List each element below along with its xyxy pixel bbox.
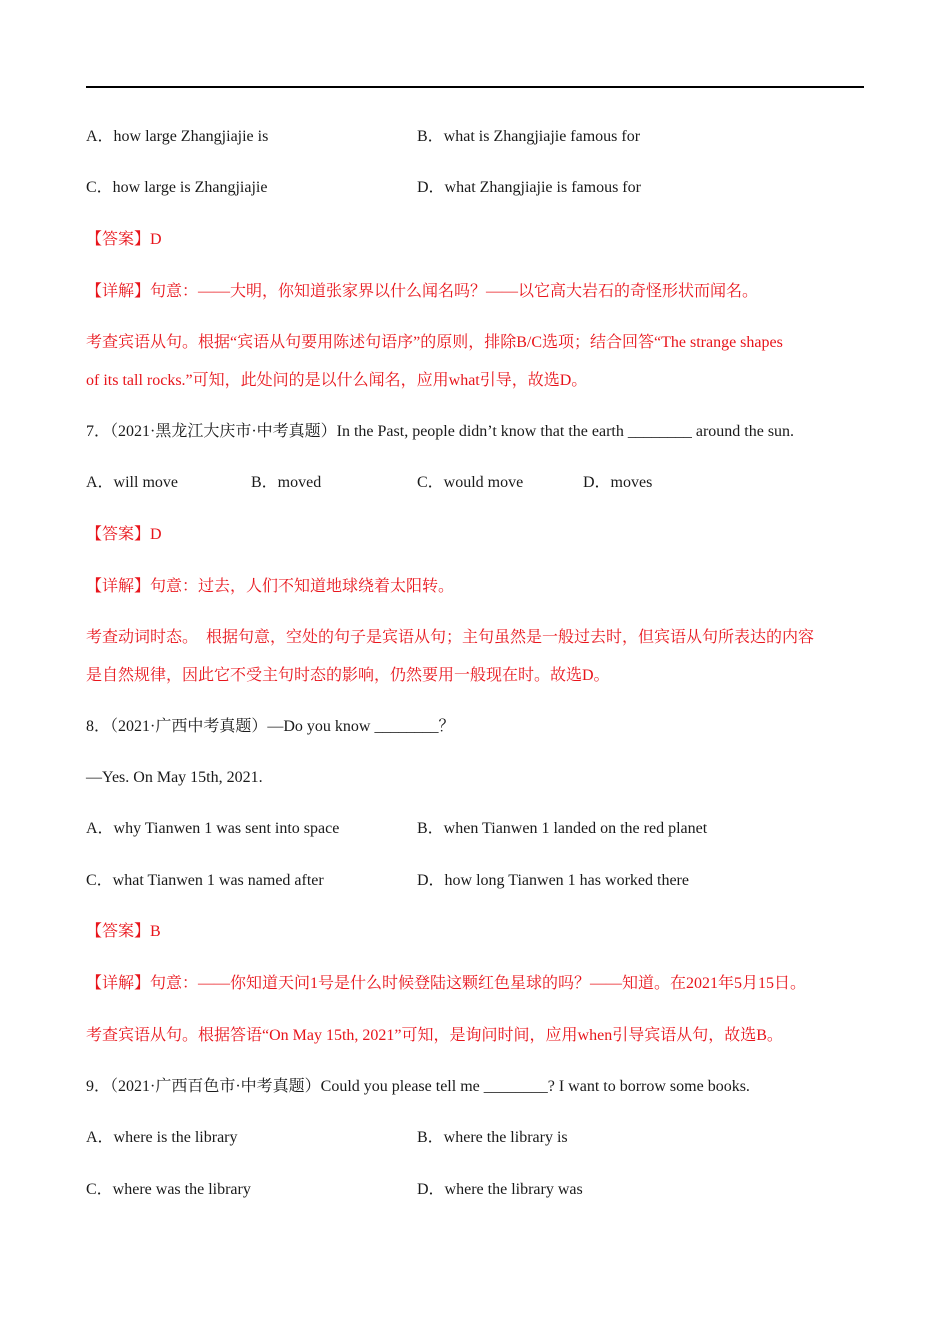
q9-option-d: D．where the library was xyxy=(417,1181,583,1198)
q7-stem: 7．（2021·黑龙江大庆市·中考真题）In the Past, people didn’t know that the earth ________ around the sun. xyxy=(86,423,795,440)
q6-option-c: C．how large is Zhangjiajie xyxy=(86,179,268,196)
q8-option-b: B．when Tianwen 1 landed on the red planet xyxy=(417,820,708,837)
q7-option-c: C．would move xyxy=(417,474,524,491)
q6-option-d: D．what Zhangjiajie is famous for xyxy=(417,179,641,196)
q6-option-b: B．what is Zhangjiajie famous for xyxy=(417,128,641,145)
q9-option-c: C．where was the library xyxy=(86,1181,251,1198)
q7-option-b: B．moved xyxy=(251,474,322,491)
q8-detail: 【详解】句意：——你知道天问1号是什么时候登陆这颗红色星球的吗？——知道。在2021年5月15日。 xyxy=(86,975,807,992)
q9-stem: 9．（2021·广西百色市·中考真题）Could you please tell me ________? I want to borrow some books. xyxy=(86,1078,750,1095)
q8-analysis: 考查宾语从句。根据答语“On May 15th, 2021”可知，是询问时间，应用when引导宾语从句，故选B。 xyxy=(86,1027,783,1044)
q8-stem: 8．（2021·广西中考真题）—Do you know ________？ xyxy=(86,718,455,735)
q7-detail: 【详解】句意：过去，人们不知道地球绕着太阳转。 xyxy=(86,578,455,595)
q6-analysis-line-1: 考查宾语从句。根据“宾语从句要用陈述句语序”的原则，排除B/C选项；结合回答“The strange shapes xyxy=(86,334,783,351)
q8-option-a: A．why Tianwen 1 was sent into space xyxy=(86,820,340,837)
q6-detail: 【详解】句意：——大明，你知道张家界以什么闻名吗？——以它高大岩石的奇怪形状而闻名。 xyxy=(86,283,759,300)
q6-analysis-line-2: of its tall rocks.”可知，此处问的是以什么闻名，应用what引导，故选D。 xyxy=(86,372,588,389)
q7-analysis-line-1: 考查动词时态。 根据句意，空处的句子是宾语从句；主句虽然是一般过去时，但宾语从句所表达的内容 xyxy=(86,629,815,646)
q6-option-a: A．how large Zhangjiajie is xyxy=(86,128,269,145)
q7-answer: 【答案】D xyxy=(86,526,162,543)
q8-answer: 【答案】B xyxy=(86,923,161,940)
q7-analysis-line-2: 是自然规律，因此它不受主句时态的影响，仍然要用一般现在时。故选D。 xyxy=(86,667,610,684)
q9-option-b: B．where the library is xyxy=(417,1129,568,1146)
q6-answer: 【答案】D xyxy=(86,231,162,248)
q7-option-d: D．moves xyxy=(583,474,653,491)
q8-option-c: C．what Tianwen 1 was named after xyxy=(86,872,324,889)
q7-option-a: A．will move xyxy=(86,474,178,491)
header-rule xyxy=(86,86,864,88)
q8-reply: —Yes. On May 15th, 2021. xyxy=(86,769,263,786)
q9-option-a: A．where is the library xyxy=(86,1129,238,1146)
q8-option-d: D．how long Tianwen 1 has worked there xyxy=(417,872,689,889)
